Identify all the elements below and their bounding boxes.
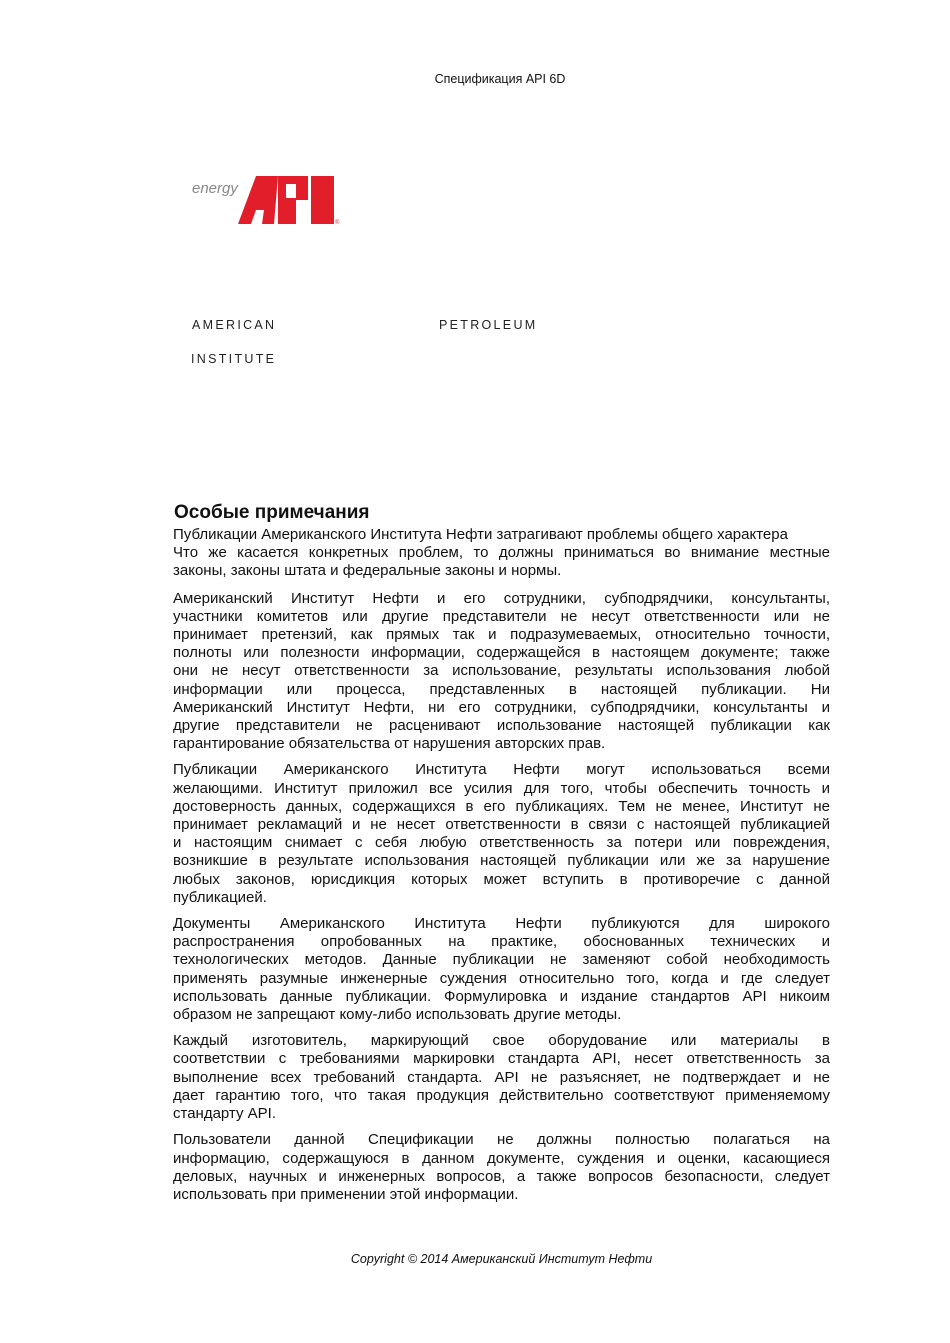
paragraph-line: законы, законы штата и федеральные законы и нормы. (173, 562, 562, 580)
paragraph-line: желающими. Институт приложил все усилия для того, чтобы обеспечить точность и (173, 779, 830, 797)
paragraph (173, 590, 830, 754)
api-logo (190, 172, 350, 228)
paragraph-line: публикацией. (173, 888, 267, 906)
paragraph (173, 526, 830, 581)
api-logo-mark-icon (190, 172, 350, 228)
paragraph-line: Публикации Американского Института Нефти могут использоваться всеми (173, 761, 830, 779)
paragraph-line: Американский Институт Нефти и его сотрудники, субподрядчики, консультанты, (173, 589, 830, 607)
paragraph-line: применять разумные инженерные суждения относительно того, когда и где следует (173, 969, 830, 987)
page-header: Спецификация API 6D (434, 72, 566, 86)
logo-energy-text: energy (192, 180, 238, 197)
paragraph-line: информацию, содержащуюся в данном документе, суждения и оценки, касающиеся (173, 1149, 830, 1167)
paragraph (173, 1032, 830, 1123)
paragraph-line: информации или процесса, представленных в настоящей публикации. Ни (173, 680, 830, 698)
org-word-petroleum: PETROLEUM (439, 318, 538, 332)
paragraph-line: Документы Американского Института Нефти публикуются для широкого (173, 915, 830, 933)
paragraph-line: возникшие в результате использования настоящей публикации или же за нарушение (173, 852, 830, 870)
paragraph-line: достоверность данных, содержащихся в его публикациях. Тем не менее, Институт не (173, 797, 830, 815)
copyright-footer: Copyright © 2014 Американский Институт Нефти (350, 1252, 653, 1266)
paragraph-line: они не несут ответственности за использование, результаты использования любой (173, 662, 830, 680)
paragraph-line: Публикации Американского Института Нефти затрагивают проблемы общего характера (173, 526, 788, 543)
paragraph-line: Что же касается конкретных проблем, то должны приниматься во внимание местные (173, 544, 830, 562)
paragraph (173, 1131, 830, 1204)
paragraph-line: принимает рекламаций и не несет ответственности в связи с настоящей публикацией (173, 816, 830, 834)
org-word-american: AMERICAN (192, 318, 277, 332)
paragraph-line: стандарту API. (173, 1105, 276, 1123)
paragraph-line: использовать при применении этой информации. (173, 1185, 519, 1203)
paragraph (173, 761, 830, 907)
paragraph-line: Американский Институт Нефти, ни его сотрудники, субподрядчики, консультанты и (173, 698, 830, 716)
paragraph-line: и настоящим снимает с себя любую ответственность за потери или повреждения, (173, 834, 830, 852)
section-title: Особые примечания (174, 502, 370, 523)
paragraph-line: образом не запрещают кому-либо использовать другие методы. (173, 1006, 622, 1024)
special-notes-section (173, 502, 830, 1212)
paragraph-line: Каждый изготовитель, маркирующий свое оборудование или материалы в (173, 1032, 830, 1050)
paragraph-line: участники комитетов или другие представители не несут ответственности или не (173, 607, 830, 625)
paragraph-line: гарантирование обязательства от нарушения авторских прав. (173, 735, 606, 753)
paragraph-line: принимает претензий, как прямых так и подразумеваемых, относительно точности, (173, 626, 830, 644)
paragraph-line: Пользователи данной Спецификации не должны полностью полагаться на (173, 1131, 830, 1149)
paragraph-line: дает гарантию того, что такая продукция действительно соответствуют применяемому (173, 1086, 830, 1104)
paragraph-line: любых законов, юрисдикция которых может вступить в противоречие с данной (173, 870, 830, 888)
paragraph-line: использовать данные публикации. Формулировка и издание стандартов API никоим (173, 987, 830, 1005)
paragraph-line: деловых, научных и инженерных вопросов, а также вопросов безопасности, следует (173, 1167, 830, 1185)
paragraph-line: соответствии с требованиями маркировки стандарта API, несет ответственность за (173, 1050, 830, 1068)
org-word-institute: INSTITUTE (191, 352, 277, 366)
paragraph-line: другие представители не расценивают использование настоящей публикации как (173, 717, 830, 735)
paragraph (173, 915, 830, 1024)
paragraph-line: распространения опробованных на практике, обоснованных технических и (173, 933, 830, 951)
svg-text:®: ® (335, 220, 340, 226)
paragraph-line: полноты или полезности информации, содержащейся в настоящем документе; также (173, 644, 830, 662)
paragraph-line: выполнение всех требований стандарта. API не разъясняет, не подтверждает и не (173, 1068, 830, 1086)
paragraph-line: технологических методов. Данные публикации не заменяют собой необходимость (173, 951, 830, 969)
